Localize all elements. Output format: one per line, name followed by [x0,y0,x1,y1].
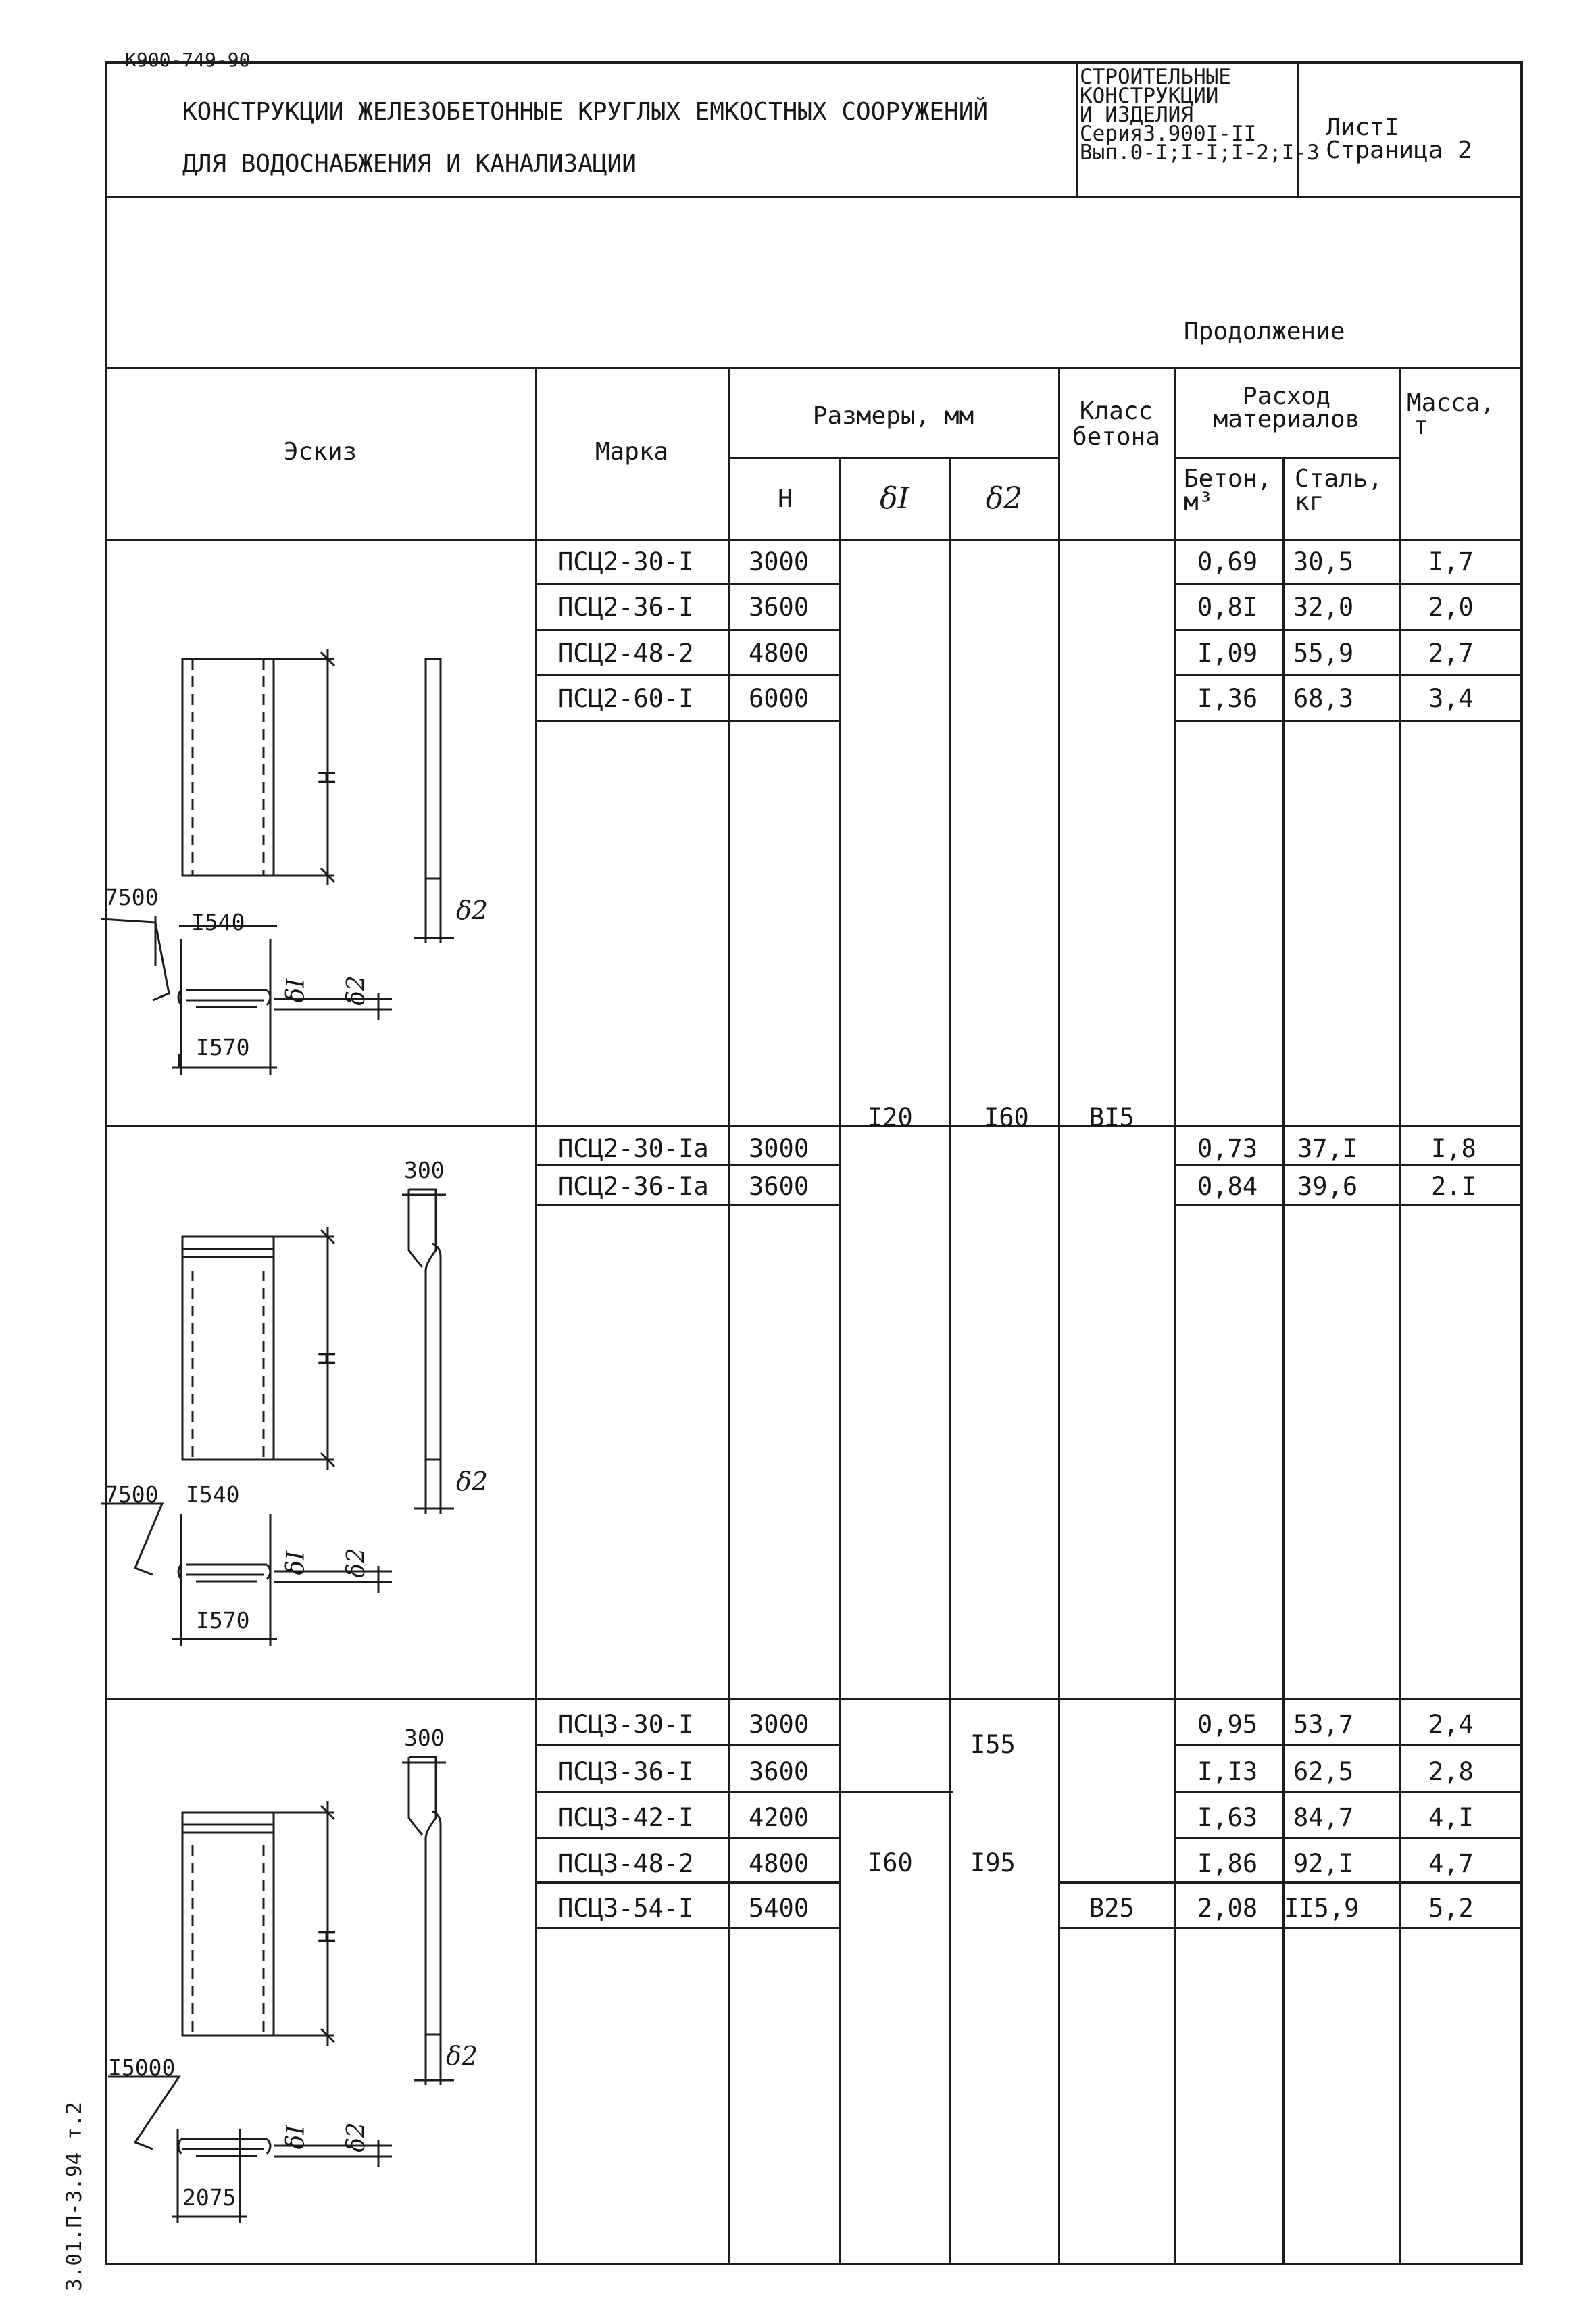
merged-class-value: BI5 [1089,1103,1134,1132]
sketch2-radius-label: 7500 [105,1481,159,1508]
row-mark: ПСЦ2-30-Iа [558,1134,709,1163]
row-concrete: 0,95 [1197,1710,1258,1739]
sketch1-d2-label: δ2 [342,975,370,1006]
row-h: 4800 [749,1849,809,1878]
side-stamp: 3.01.П-3.94 т.2 [62,2102,86,2291]
group3-d2-value-b: I95 [970,1848,1016,1877]
document-title-line2: ДЛЯ ВОДОСНАБЖЕНИЯ И КАНАЛИЗАЦИИ [182,150,637,178]
group3-d2-value-a: I55 [970,1730,1016,1759]
sketch3-width-bottom-label: 2075 [182,2184,236,2211]
document-title-line1: КОНСТРУКЦИИ ЖЕЛЕЗОБЕТОННЫЕ КРУГЛЫХ ЕМКОСТНЫХ СООРУЖЕНИЙ [182,98,989,126]
col-header-concrete: Бетон, м³ [1184,465,1272,516]
sketch1-d2-side-label: δ2 [456,895,489,925]
row-mark: ПСЦ3-30-I [558,1710,694,1739]
merged-d2-value: I60 [984,1103,1029,1132]
row-mass: 4,I [1428,1803,1474,1832]
row-mark: ПСЦ2-36-Iа [558,1172,709,1201]
sketch3-d1-label: δI [282,2125,310,2150]
row-mark: ПСЦ2-36-I [558,593,694,622]
row-h: 4200 [749,1803,809,1832]
row-mass: 5,2 [1428,1894,1474,1923]
sketch2-d1-label: δI [282,1550,310,1575]
row-mark: ПСЦ2-60-I [558,684,694,713]
row-mass: 3,4 [1428,684,1474,713]
sketch2-d2-label: δ2 [342,1548,370,1578]
row-concrete: 0,84 [1197,1172,1258,1201]
row-h: 3600 [749,1172,809,1201]
row-concrete: I,I3 [1197,1757,1258,1786]
col-header-h: Н [778,485,793,513]
col-header-consumption: Расход материалов [1213,383,1360,433]
row-mass: 2,8 [1428,1757,1474,1786]
row-steel: 53,7 [1293,1710,1354,1739]
row-mark: ПСЦ3-42-I [558,1803,694,1832]
row-mass: I,8 [1431,1134,1476,1163]
col-header-mark: Марка [595,438,669,466]
sketch2-h-label: Н [314,1351,342,1366]
col-header-mass: Масса, т [1407,389,1495,440]
row-h: 3600 [749,593,809,622]
row-mark: ПСЦ2-30-I [558,547,694,576]
row-mass: 2.I [1431,1172,1476,1201]
row-mark: ПСЦ3-36-I [558,1757,694,1786]
row-mark: ПСЦ3-48-2 [558,1849,694,1878]
row-steel: 39,6 [1297,1172,1358,1201]
row-h: 4800 [749,639,809,668]
col-header-d2: δ2 [985,481,1023,516]
sheet-number: ЛистI [1326,114,1399,141]
row-concrete: 0,69 [1197,547,1258,576]
col-header-d1: δI [880,481,909,516]
group3-class-value: B25 [1089,1894,1134,1923]
row-steel: 30,5 [1293,547,1354,576]
row-h: 6000 [749,684,809,713]
row-h: 3600 [749,1757,809,1786]
row-h: 3000 [749,1710,809,1739]
sketch1-radius-label: 7500 [105,884,159,910]
row-concrete: I,09 [1197,639,1258,668]
sketch1-d1-label: δI [282,978,310,1003]
row-mass: 2,7 [1428,639,1474,668]
sketch3-d2-side-label: δ2 [446,2041,478,2071]
merged-d1-value: I20 [868,1103,913,1132]
row-concrete: 0,8I [1197,593,1258,622]
document-code: К900-749-90 [125,49,251,71]
row-mark: ПСЦ3-54-I [558,1894,694,1923]
row-concrete: I,36 [1197,684,1258,713]
col-header-concrete-class: Класс бетона [1072,397,1161,451]
row-h: 3000 [749,1134,809,1163]
row-concrete: I,63 [1197,1803,1258,1832]
row-mass: 2,0 [1428,593,1474,622]
row-steel: 68,3 [1293,684,1354,713]
sketch2-width-top-label: I540 [186,1481,240,1508]
sketch3-d2-label: δ2 [342,2122,370,2152]
sketch2-d2-side-label: δ2 [456,1467,489,1496]
row-mass: I,7 [1428,547,1474,576]
row-mass: 4,7 [1428,1849,1474,1878]
sketch2-top-label: 300 [404,1157,445,1183]
row-concrete: 2,08 [1197,1894,1258,1923]
row-steel: 32,0 [1293,593,1354,622]
sketch3-h-label: Н [314,1929,342,1944]
row-steel: II5,9 [1284,1894,1360,1923]
col-header-sketch: Эскиз [283,438,357,466]
row-steel: 84,7 [1293,1803,1354,1832]
col-header-sizes: Размеры, мм [812,402,974,430]
row-concrete: I,86 [1197,1849,1258,1878]
row-steel: 55,9 [1293,639,1354,668]
row-steel: 92,I [1293,1849,1354,1878]
group3-d1-value: I60 [868,1848,913,1877]
col-header-steel: Сталь, кг [1295,465,1383,516]
sketch1-width-top-label: I540 [191,909,245,935]
row-steel: 62,5 [1293,1757,1354,1786]
continuation-label: Продолжение [1184,318,1345,345]
sketch1-h-label: Н [314,770,342,785]
page-number: Страница 2 [1326,137,1472,164]
row-h: 3000 [749,547,809,576]
row-h: 5400 [749,1894,809,1923]
row-concrete: 0,73 [1197,1134,1258,1163]
row-mark: ПСЦ2-48-2 [558,639,694,668]
row-steel: 37,I [1297,1134,1358,1163]
sketch1-width-bottom-label: I570 [196,1034,250,1060]
row-mass: 2,4 [1428,1710,1474,1739]
sketch2-width-bottom-label: I570 [196,1607,250,1633]
sketch3-top-label: 300 [404,1725,445,1751]
series-block: СТРОИТЕЛЬНЫЕ КОНСТРУКЦИИ И ИЗДЕЛИЯ Серия3.900I-II Вып.0-I;I-I;I-2;I-3 [1080,65,1320,165]
sketch3-radius-label: I5000 [108,2054,176,2081]
